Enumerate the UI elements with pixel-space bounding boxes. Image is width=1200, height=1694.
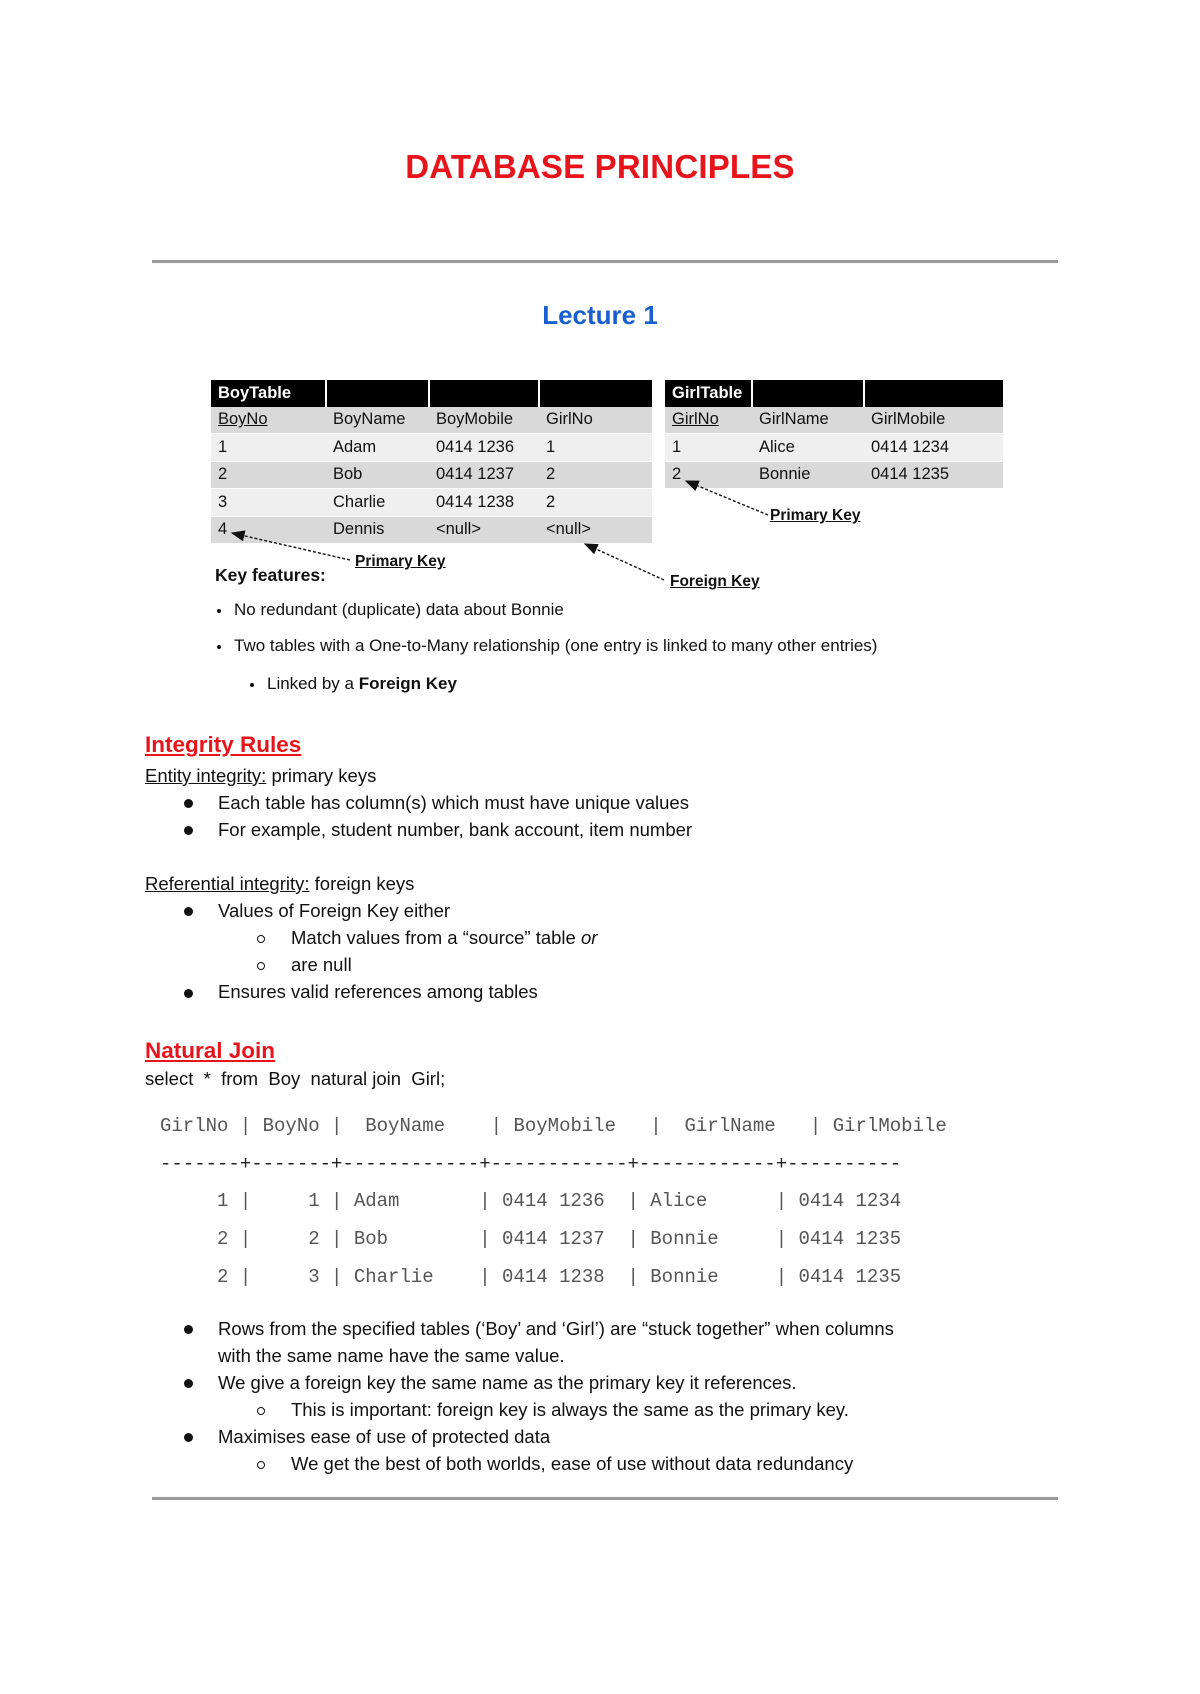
girl-table-header-cell: GirlName xyxy=(752,407,864,434)
sub-bullet-italic: or xyxy=(580,927,598,948)
join-result-header: GirlNo | BoyNo | BoyName | BoyMobile | GirlName | GirlMobile xyxy=(160,1115,947,1137)
key-feature-sub-bullet xyxy=(250,674,457,694)
referential-integrity-sub-bullet: are null xyxy=(291,954,352,975)
natural-join-bullet: Rows from the specified tables (‘Boy’ and ‘Girl’) are “stuck together” when columns xyxy=(218,1318,894,1339)
primary-key-label-boy: Primary Key xyxy=(355,553,446,570)
bullet-dot xyxy=(184,826,193,835)
girl-table-cell: 0414 1234 xyxy=(864,434,1003,462)
referential-integrity-label: Referential integrity: xyxy=(145,873,310,894)
primary-key-boy-arrow xyxy=(232,533,350,560)
boy-table-cell: Dennis xyxy=(326,516,429,543)
natural-join-bullet: Maximises ease of use of protected data xyxy=(218,1426,551,1447)
boy-table-cell: Bob xyxy=(326,461,429,489)
foreign-key-label: Foreign Key xyxy=(670,573,760,590)
join-result-row: 1 | 1 | Adam | 0414 1236 | Alice | 0414 1234 xyxy=(160,1190,902,1212)
sub-bullet-circle xyxy=(257,962,265,970)
lecture-heading: Lecture 1 xyxy=(542,300,658,330)
referential-integrity-sub-bullet xyxy=(291,927,597,949)
boy-table-cell: 0414 1236 xyxy=(429,434,539,462)
primary-key-girl-arrow xyxy=(686,481,768,515)
entity-integrity-bullet: For example, student number, bank account, item number xyxy=(218,819,693,840)
boy-table-cell: 2 xyxy=(211,461,326,489)
natural-join-sub-bullet: We get the best of both worlds, ease of use without data redundancy xyxy=(291,1453,854,1474)
boy-table-cell: <null> xyxy=(539,516,652,543)
document-title: DATABASE PRINCIPLES xyxy=(405,148,795,185)
boy-table-cell: 1 xyxy=(211,434,326,462)
girl-table-header-cell: GirlNo xyxy=(665,407,752,434)
join-result-row: 2 | 2 | Bob | 0414 1237 | Bonnie | 0414 1235 xyxy=(160,1228,902,1250)
key-feature-text: Two tables with a One-to-Many relationship (one entry is linked to many other entries) xyxy=(234,636,878,655)
natural-join-bullet-continued: with the same name have the same value. xyxy=(218,1345,565,1366)
boy-table-cell: <null> xyxy=(429,516,539,543)
bullet-dot xyxy=(250,683,254,687)
foreign-key-arrow xyxy=(585,544,664,580)
boy-table-header-cell: BoyMobile xyxy=(429,407,539,434)
natural-join-sub-bullet: This is important: foreign key is always the same as the primary key. xyxy=(291,1399,849,1420)
girl-table-header-cell: GirlMobile xyxy=(864,407,1003,434)
referential-integrity-bullet: Ensures valid references among tables xyxy=(218,981,538,1002)
integrity-rules-heading: Integrity Rules xyxy=(145,732,302,757)
boy-table-header-cell: BoyName xyxy=(326,407,429,434)
girl-table-cell: Bonnie xyxy=(752,461,864,488)
entity-integrity-line xyxy=(145,765,376,787)
boy-table-name: BoyTable xyxy=(211,380,326,407)
boy-table-cell: Charlie xyxy=(326,489,429,517)
entity-integrity-rest: primary keys xyxy=(266,765,377,786)
boy-table-cell: 2 xyxy=(539,461,652,489)
boy-table-cell: Adam xyxy=(326,434,429,462)
girl-table-cell: Alice xyxy=(752,434,864,462)
girl-table-cell: 2 xyxy=(665,461,752,488)
entity-integrity-bullet: Each table has column(s) which must have unique values xyxy=(218,792,689,813)
bullet-dot xyxy=(184,989,193,998)
girl-table-name: GirlTable xyxy=(665,380,752,407)
natural-join-heading: Natural Join xyxy=(145,1038,276,1063)
bullet-dot xyxy=(184,907,193,916)
bullet-dot xyxy=(184,1379,193,1388)
referential-integrity-rest: foreign keys xyxy=(309,873,415,894)
boy-table-header-cell: GirlNo xyxy=(539,407,652,434)
join-result-separator: -------+-------+------------+------------+------------+---------- xyxy=(160,1153,902,1175)
referential-integrity-bullet: Values of Foreign Key either xyxy=(218,900,451,921)
sub-bullet-circle xyxy=(257,1461,265,1469)
boy-table-cell: 0414 1237 xyxy=(429,461,539,489)
boy-table-cell: 4 xyxy=(211,516,326,543)
join-result-row: 2 | 3 | Charlie | 0414 1238 | Bonnie | 0414 1235 xyxy=(160,1266,902,1288)
key-feature-bullet xyxy=(217,600,564,620)
annotation-arrows xyxy=(0,0,1200,700)
girl-table-cell: 1 xyxy=(665,434,752,462)
bullet-dot xyxy=(184,1433,193,1442)
sub-bullet-circle xyxy=(257,1407,265,1415)
natural-join-bullet: We give a foreign key the same name as the primary key it references. xyxy=(218,1372,797,1393)
boy-table-header-cell: BoyNo xyxy=(211,407,326,434)
boy-table-cell: 3 xyxy=(211,489,326,517)
bullet-dot xyxy=(217,609,221,613)
key-feature-bold: Foreign Key xyxy=(358,674,457,693)
entity-integrity-label: Entity integrity: xyxy=(145,765,267,786)
boy-table-cell: 1 xyxy=(539,434,652,462)
key-feature-text: Linked by a xyxy=(267,674,359,693)
primary-key-label-girl: Primary Key xyxy=(770,507,861,524)
sub-bullet-text: Match values from a “source” table xyxy=(291,927,581,948)
bullet-dot xyxy=(184,799,193,808)
bullet-dot xyxy=(217,645,221,649)
boy-table-cell: 2 xyxy=(539,489,652,517)
referential-integrity-line xyxy=(145,873,414,895)
divider-bottom xyxy=(152,1497,1058,1500)
bullet-dot xyxy=(184,1325,193,1334)
key-features-heading: Key features: xyxy=(215,565,326,585)
boy-table-cell: 0414 1238 xyxy=(429,489,539,517)
key-feature-text: No redundant (duplicate) data about Bonnie xyxy=(234,600,564,619)
key-feature-bullet xyxy=(217,636,877,656)
natural-join-query: select * from Boy natural join Girl; xyxy=(145,1068,446,1089)
sub-bullet-circle xyxy=(257,935,265,943)
girl-table-cell: 0414 1235 xyxy=(864,461,1003,488)
